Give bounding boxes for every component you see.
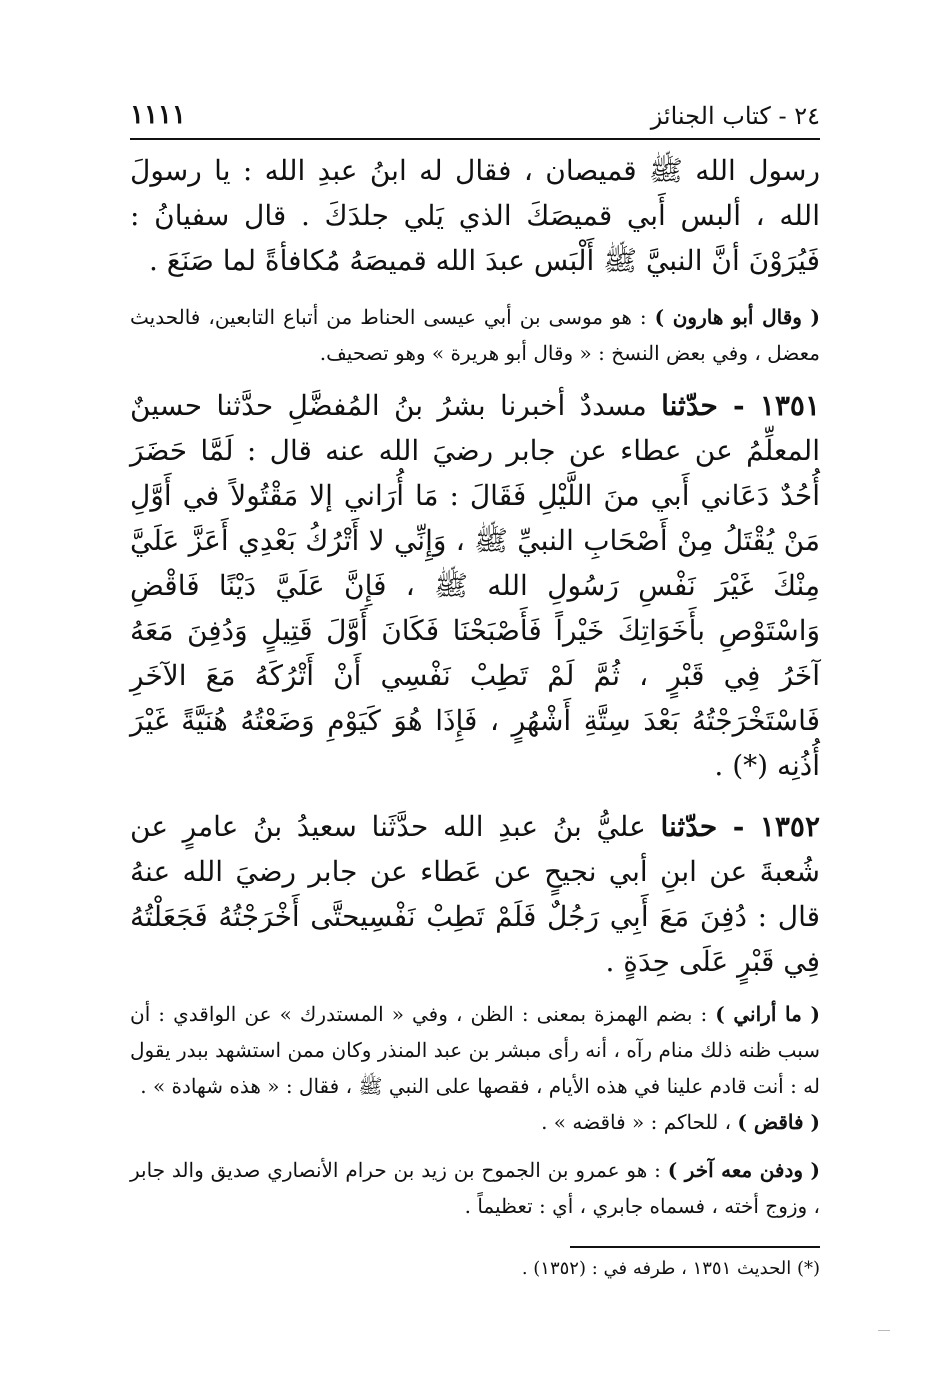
- chapter-title: ٢٤ - كتاب الجنائز: [650, 102, 820, 130]
- commentary-lead: ( فاقض ): [737, 1110, 820, 1134]
- commentary-text: ، للحاكم : « فاقضه » .: [541, 1110, 738, 1134]
- hadith-1351: [130, 383, 820, 788]
- hadith-text: عليُّ بنُ عبدِ الله حدَّثَنا سعيدُ بنُ عامرٍ عن شُعبةَ عن ابنِ أبي نجيحٍ عن عَطاء عن جابر رضيَ الله عنهُ قال : دُفِنَ مَعَ أَبِي رَجُلٌ فَلَمْ تَطِبْ نَفْسِيحتَّى أَخْرَجْتُهُ فَجَعَلْتُهُ فِي قَبْرٍ عَلَى حِدَةٍ .: [130, 810, 820, 978]
- commentary-ma-arani: [130, 996, 820, 1104]
- hadith-lead: ١٣٥٢ - حدّثنا: [660, 810, 820, 843]
- commentary-abu-harun: [130, 299, 820, 371]
- hadith-text: مسددٌ أخبرنا بشرُ بنُ المُفضَّلِ حدَّثنا حسينٌ المعلِّمُ عن عطاء عن جابر رضيَ الله عنه قال : لَمَّا حَضَرَ أُحُدٌ دَعَاني أَبي منَ اللَّيْلِ فَقَالَ : مَا أُرَاني إلا مَقْتُولاً في أَوَّلِ مَنْ يُقْتَلُ مِنْ أَصْحَابِ النبيِّ ﷺ ، وَإِنِّي لا أَتْرُكُ بَعْدِي أَعَزَّ عَلَيَّ مِنْكَ غَيْرَ نَفْسِ رَسُولِ الله ﷺ ، فَإِنَّ عَلَيَّ دَيْنًا فَاقْضِ وَاسْتَوْصِ بأَخَوَاتِكَ خَيْراً فَأَصْبَحْنَا فَكَانَ أَوَّلَ قَتِيلٍ وَدُفِنَ مَعَهُ آخَرُ فِي قَبْرٍ ، ثُمَّ لَمْ تَطِبْ نَفْسِي أَنْ أَتْرُكَهُ مَعَ الآخَرِ فَاسْتَخْرَجْتُهُ بَعْدَ سِتَّةِ أَشْهُرٍ ، فَإِذَا هُوَ كَيَوْمِ وَضَعْتُهُ هُنَيَّةً غَيْرَ أُذُنِه (*) .: [130, 389, 821, 782]
- commentary-lead: ( وقال أبو هارون ): [654, 305, 820, 329]
- scan-mark: [878, 1330, 890, 1331]
- commentary-text: : هو عمرو بن الجموح بن زيد بن حرام الأنصاري صديق والد جابر ، وزوج أخته ، فسماه جابري ، أي : تعظيماً .: [130, 1158, 820, 1218]
- page-number: ١١١١: [130, 100, 186, 130]
- hadith-lead: ١٣٥١ - حدّثنا: [661, 389, 820, 422]
- commentary-text: : بضم الهمزة بمعنى : الظن ، وفي « المستدرك » عن الواقدي : أن سبب ظنه ذلك منام رآه ، أنه رأى مبشر بن عبد المنذر وكان ممن استشهد ببدر يقول له : أنت قادم علينا في هذه الأيام ، فقصها على النبي ﷺ ، فقال : « هذه شهادة » .: [130, 1002, 820, 1098]
- commentary-text: : هو موسى بن أبي عيسى الحناط من أتباع التابعين، فالحديث معضل ، وفي بعض النسخ : « وقال أبو هريرة » وهو تصحيف.: [130, 305, 820, 365]
- paragraph-continuation: [130, 148, 820, 283]
- footnote: (*) الحديث ١٣٥١ ، طرفه في : (١٣٥٢) .: [521, 1258, 820, 1279]
- commentary-wa-dufina: [130, 1152, 820, 1224]
- commentary-lead: ( ودفن معه آخر ): [667, 1158, 820, 1182]
- hadith-1352: [130, 804, 820, 984]
- footnote-divider: [570, 1246, 820, 1248]
- paragraph-text: رسول الله ﷺ قميصان ، فقال له ابنُ عبدِ الله : يا رسولَ الله ، ألبس أَبي قميصَكَ الذي يَلي جلدَكَ . قال سفيانُ : فَيُرَوْنَ أنَّ النبيَّ ﷺ أَلْبَس عبدَ الله قميصَهُ مُكافأةً لما صَنَعَ .: [130, 154, 820, 277]
- book-page: [130, 90, 820, 1284]
- commentary-lead: ( ما أراني ): [715, 1002, 820, 1026]
- commentary-faqdi: [130, 1104, 820, 1140]
- page-header: [130, 90, 820, 140]
